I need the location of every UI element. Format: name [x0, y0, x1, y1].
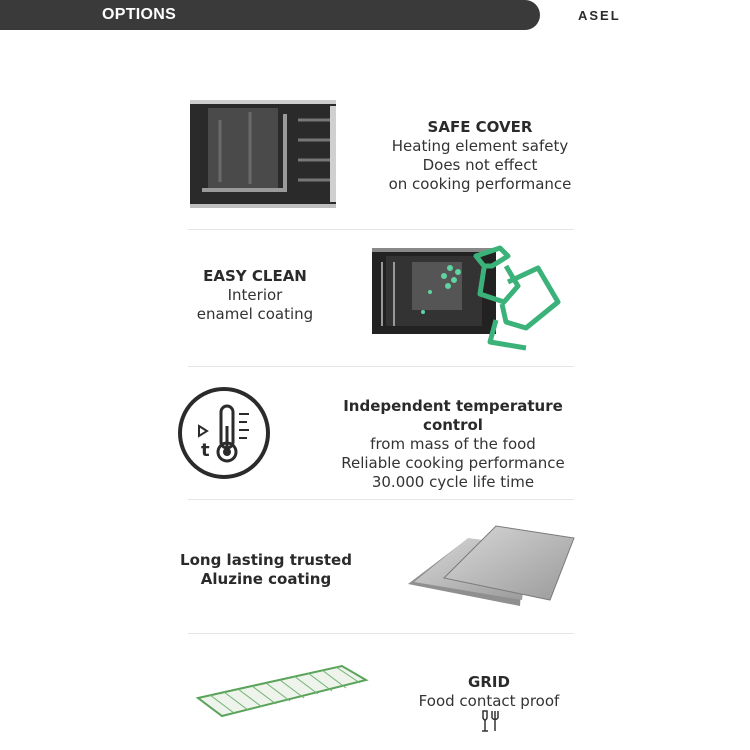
page-title: OPTIONS [102, 6, 177, 23]
feature-line: Food contact proof [418, 692, 560, 710]
food-contact-icon [480, 710, 500, 732]
feature-line: Interior [227, 286, 283, 304]
feature-line: enamel coating [196, 305, 314, 323]
feature-line: 30.000 cycle life time [371, 473, 535, 491]
svg-text:t: t [201, 440, 210, 461]
brand-logo: ASEL [578, 8, 621, 23]
feature-line: Does not effect [422, 156, 538, 174]
feature-line: Reliable cooking performance [341, 454, 565, 472]
feature-title: EASY CLEAN [203, 267, 307, 285]
feature-aluzine-coating [176, 551, 356, 589]
feature-title: GRID [468, 673, 510, 691]
safe-cover-image [190, 100, 336, 208]
feature-title: Independent temperature control [343, 397, 563, 434]
easy-clean-image [368, 242, 568, 354]
aluzine-tray-image [404, 522, 576, 608]
feature-line: on cooking performance [388, 175, 572, 193]
feature-temperature-control [312, 397, 594, 492]
feature-line: Heating element safety [391, 137, 569, 155]
divider [188, 499, 574, 500]
feature-grid [410, 673, 568, 711]
thermometer-icon [177, 386, 271, 480]
divider [188, 229, 574, 230]
feature-title: Long lasting trusted [180, 551, 352, 569]
header-bar [0, 0, 540, 30]
grid-rack-image [192, 662, 370, 718]
feature-line: Aluzine coating [200, 570, 332, 588]
divider [188, 366, 574, 367]
feature-title: SAFE COVER [427, 118, 533, 136]
divider [188, 633, 574, 634]
feature-easy-clean [180, 267, 330, 324]
feature-line: from mass of the food [370, 435, 536, 453]
feature-safe-cover [370, 118, 590, 194]
